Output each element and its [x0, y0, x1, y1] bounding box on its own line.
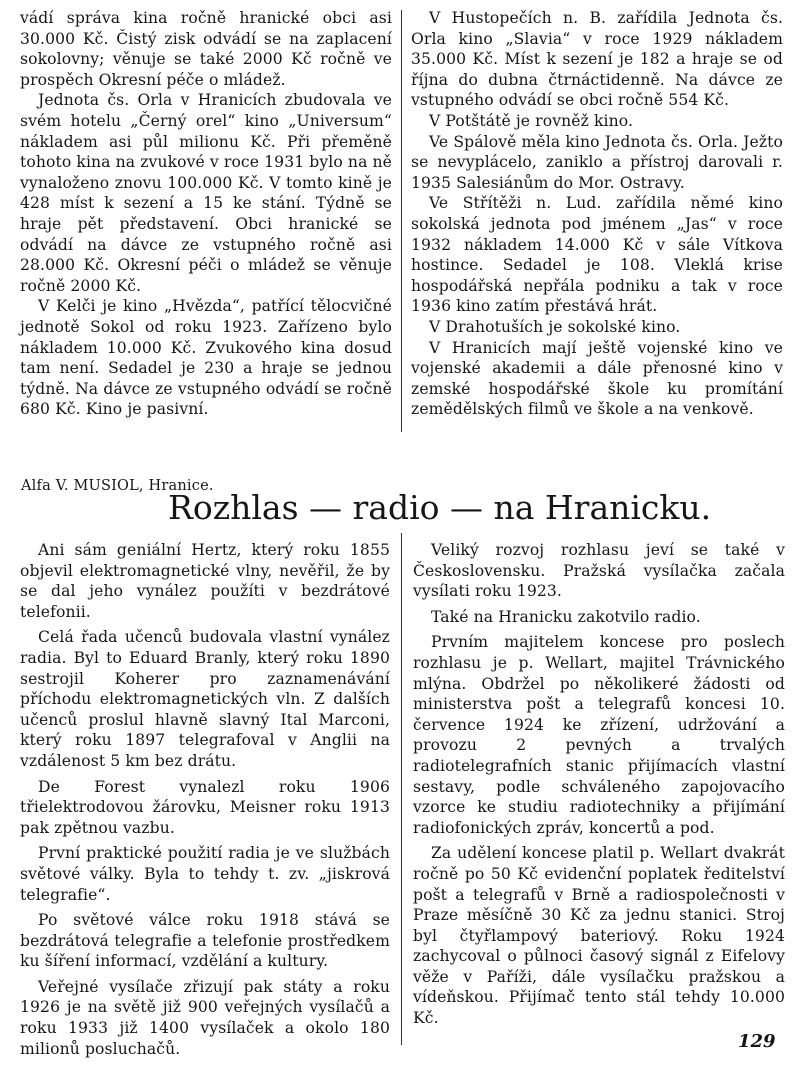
paragraph: V Hranicích mají ještě vojenské kino ve vojenské akademii a dále přenosné kino v zemské hospodářské škole ku promítání zemědělských filmů ve škole a na venkově.	[411, 338, 783, 419]
paragraph: Prvním majitelem koncese pro poslech rozhlasu je p. Wellart, majitel Trávnického mlýna. Obdržel po několikeré žádosti od ministerstva pošt a telegrafů koncesi 10. července 1924 ke zřízení, udržování a provozu 2 pevných a trvalých radiotelegrafních stanic přijímacích vlastní sestavy, podle schváleného zapojovacího vzorce ke studiu radiotechniky a přijímání radiofonických zpráv, koncertů a pod.	[413, 633, 785, 837]
paragraph: Také na Hranicku zakotvilo radio.	[431, 607, 701, 626]
paragraph: V Drahotuších je sokolské kino.	[429, 317, 681, 336]
paragraph: První praktické použití radia je ve službách světové války. Byla to tehdy t. zv. „jiskrová telegrafie“.	[20, 844, 390, 904]
paragraph: V Kelči je kino „Hvězda“, patřící tělocvičné jednotě Sokol od roku 1923. Zařízeno bylo nákladem 10.000 Kč. Zvukového kina dosud tam není. Sedadel je 230 a hraje se jednou týdně. Na dávce ze vstupného odvádí se ročně 680 Kč. Kino je pasivní.	[20, 297, 392, 419]
paragraph: vádí správa kina ročně hranické obci asi 30.000 Kč. Čistý zisk odvádí se na zaplacení sokolovny; věnuje se také 2000 Kč ročně ve prospěch Okresní péče o mládež.	[20, 9, 392, 89]
paragraph: Ve Spálově měla kino Jednota čs. Orla. Ježto se nevyplácelo, zaniklo a přístroj darovali r. 1935 Salesiánům do Mor. Ostravy.	[411, 132, 783, 192]
column-divider	[401, 533, 402, 1045]
page-number: 129	[738, 1031, 776, 1052]
paragraph: Jednota čs. Orla v Hranicích zbudovala ve svém hotelu „Černý orel“ kino „Universum“ nákladem asi půl milionu Kč. Při přeměně tohoto kina na zvukové v roce 1931 bylo na ně vynaloženo znovu 100.000 Kč. V tomto kině je 428 míst k sezení a 15 ke stání. Týdně se hraje pět představení. Obci hranické se odvádí na dávce ze vstupného ročně asi 28.000 Kč. Okresní péči o mládež se věnuje ročně 2000 Kč.	[20, 91, 392, 295]
paragraph: Celá řada učenců budovala vlastní vynález radia. Byl to Eduard Branly, který roku 1890 sestrojil Koherer pro zaznamenávání příchodu elektromagnetických vln. Z dalších učenců proslul hlavně slavný Ital Marconi, který roku 1897 telegrafoval v Anglii na vzdálenost 5 km bez drátu.	[20, 628, 390, 770]
paragraph: Veliký rozvoj rozhlasu jeví se také v Československu. Pražská vysílačka začala vysílati roku 1923.	[413, 541, 785, 601]
top-right-column	[411, 8, 783, 420]
bottom-left-column	[20, 540, 390, 1064]
paragraph: De Forest vynalezl roku 1906 třielektrodovou žárovku, Meisner roku 1913 pak zpětnou vazbu.	[20, 777, 390, 837]
bottom-right-column	[413, 540, 785, 1034]
paragraph: Ani sám geniální Hertz, který roku 1855 objevil elektromagnetické vlny, nevěřil, že by se dal jeho vynález použíti v bezdrátové telefonii.	[20, 541, 390, 621]
article-author: Alfa V. MUSIOL, Hranice.	[21, 478, 214, 494]
paragraph: V Potštátě je rovněž kino.	[429, 111, 634, 130]
paragraph: Za udělení koncese platil p. Wellart dvakrát ročně po 50 Kč evidenční poplatek ředitelství pošt a telegrafů v Brně a radiospolečnosti v Praze měsíčně 30 Kč za jednu stanici. Stroj byl čtyřlampový bateriový. Roku 1924 zachycoval o půlnoci časový signál z Eifelovy věže v Paříži, dále vysílačku pražskou a vídeňskou. Přijímač tento stál tehdy 10.000 Kč.	[413, 844, 785, 1028]
column-divider	[401, 10, 402, 432]
article-title: Rozhlas — radio — na Hranicku.	[168, 488, 712, 527]
paragraph: Veřejné vysílače zřizují pak státy a roku 1926 je na světě již 900 veřejných vysílačů a roku 1933 již 1400 vysílaček a okolo 180 milionů posluchačů.	[20, 977, 390, 1058]
paragraph: Ve Střítěži n. Lud. zařídila němé kino sokolská jednota pod jménem „Jas“ v roce 1932 nákladem 14.000 Kč v sále Vítkova hostince. Sedadel je 108. Vleklá krise hospodářská nepřála podniku a tak v roce 1936 kino zatím přestává hrát.	[411, 194, 783, 316]
paragraph: V Hustopečích n. B. zařídila Jednota čs. Orla kino „Slavia“ v roce 1929 nákladem 35.000 Kč. Míst k sezení je 182 a hraje se od října do dubna čtrnáctidenně. Na dávce ze vstupného odvádí se obci ročně 554 Kč.	[411, 9, 783, 110]
top-left-column	[20, 8, 392, 420]
paragraph: Po světové válce roku 1918 stává se bezdrátová telegrafie a telefonie prostředkem ku šíření informací, vzdělání a kultury.	[20, 911, 390, 971]
